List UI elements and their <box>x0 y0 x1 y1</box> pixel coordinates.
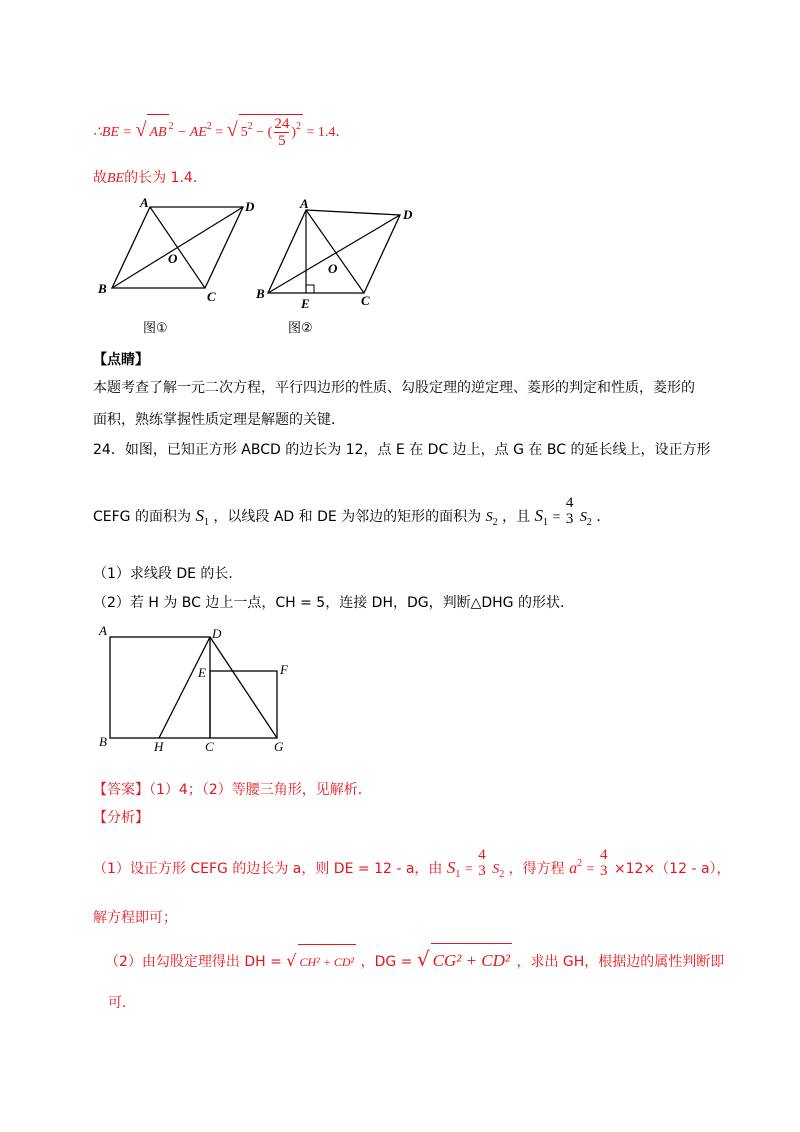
fig2-label-b: B <box>256 286 265 301</box>
fig1-caption: 图① <box>143 321 168 336</box>
figure-2-parallelogram <box>252 195 432 345</box>
dianjing-line-1: 本题考查了解一元二次方程，平行四边形的性质、勾股定理的逆定理、菱形的判定和性质，菱形的 <box>93 380 695 396</box>
diagram-label-d: D <box>212 626 222 641</box>
analysis-header: 【分析】 <box>93 810 149 826</box>
be-conclusion: 故BE的长为 1.4． <box>93 170 207 186</box>
diagram-label-h: H <box>154 739 164 754</box>
segment-dg <box>210 637 277 738</box>
be-formula-ab: AB <box>147 114 168 151</box>
diagram-label-a: A <box>99 623 107 638</box>
problem-24-line-1: 24．如图，已知正方形 ABCD 的边长为 12，点 E 在 DC 边上，点 G 在 BC 的延长线上，设正方形 <box>93 442 711 458</box>
sqrt-symbol-dg: √ <box>416 947 430 971</box>
segment-dh <box>159 637 210 738</box>
sqrt-symbol: √ <box>135 119 147 141</box>
be-formula: ∴BE = √ AB $^2 - AE^2$ = √ $5^2$ − ( $\frac{24}{5}$ )$^2$ = 1.4． <box>93 112 349 148</box>
fig1-label-o: O <box>168 251 178 266</box>
fig2-label-o: O <box>328 261 338 276</box>
right-angle-mark <box>306 285 314 293</box>
fig2-caption: 图② <box>288 321 313 336</box>
fig2-label-d: D <box>403 207 413 222</box>
diagram-label-g: G <box>274 739 284 754</box>
square-cefg <box>210 671 277 738</box>
be-radicand: $5^2$ − ( $\frac{24}{5}$ )$^2$ <box>239 114 303 152</box>
sqrt-symbol-2: √ <box>226 119 238 141</box>
be-formula-prefix: ∴BE = <box>93 125 136 140</box>
be-formula-ae: − AE <box>177 125 207 140</box>
diagonal-bd-2 <box>268 215 400 293</box>
fraction-4-3: 4 3 <box>565 495 574 527</box>
figure-1-parallelogram <box>95 195 265 345</box>
analysis-line-4: 可． <box>108 995 136 1011</box>
square-abcd <box>110 637 210 738</box>
problem-24-diagram <box>92 620 312 755</box>
analysis-fraction-2: 4 3 <box>599 847 608 879</box>
fig2-label-e: E <box>301 296 310 311</box>
analysis-line-1: （1）设正方形 CEFG 的边长为 a，则 DE = 12 - a，由 $S_1$ = 4 3 $S_2$ ，得方程 $a^2$ = 4 3 ×12×（12 - a）， <box>93 847 731 880</box>
diagonal-ac-2 <box>306 210 364 293</box>
fig1-label-c: C <box>207 289 216 304</box>
problem-24-q2: （2）若 H 为 BC 边上一点，CH = 5，连接 DH，DG，判断△DHG 的形状． <box>93 595 574 611</box>
diagram-label-e: E <box>198 665 206 680</box>
analysis-line-2: 解方程即可； <box>93 910 177 926</box>
diagram-label-b: B <box>99 734 107 749</box>
fig1-label-a: A <box>140 195 149 210</box>
be-fraction: $\frac{24}{5}$ <box>274 116 290 150</box>
be-formula-eq: = <box>215 125 227 140</box>
sqrt-symbol-dh: √ <box>286 951 297 970</box>
problem-24-line-2: CEFG 的面积为 $S_1$ ，以线段 AD 和 DE 为邻边的矩形的面积为 $S_2$ ，且 $S_1$ = 4 3 $S_2$ ． <box>93 495 611 528</box>
problem-24-q1: （1）求线段 DE 的长． <box>93 566 243 582</box>
answer-line: 【答案】（1）4；（2）等腰三角形，见解析． <box>93 782 372 798</box>
fig1-label-b: B <box>98 281 107 296</box>
be-formula-result: = 1.4． <box>306 125 350 140</box>
fig2-label-c: C <box>361 293 370 308</box>
dianjing-header: 【点睛】 <box>93 352 149 368</box>
analysis-line-3: （2）由勾股定理得出 DH = √ CH² + CD² ，DG = √ CG² + CD² ，求出 GH，根据边的属性判断即 <box>105 942 724 976</box>
fig1-label-d: D <box>245 199 255 214</box>
parallelogram-abcd-2 <box>268 210 400 293</box>
diagram-label-f: F <box>280 662 288 677</box>
analysis-fraction-1: 4 3 <box>478 847 486 879</box>
dianjing-line-2: 面积，熟练掌握性质定理是解题的关键． <box>93 412 345 428</box>
fig2-label-a: A <box>300 196 309 211</box>
diagram-label-c: C <box>205 739 214 754</box>
